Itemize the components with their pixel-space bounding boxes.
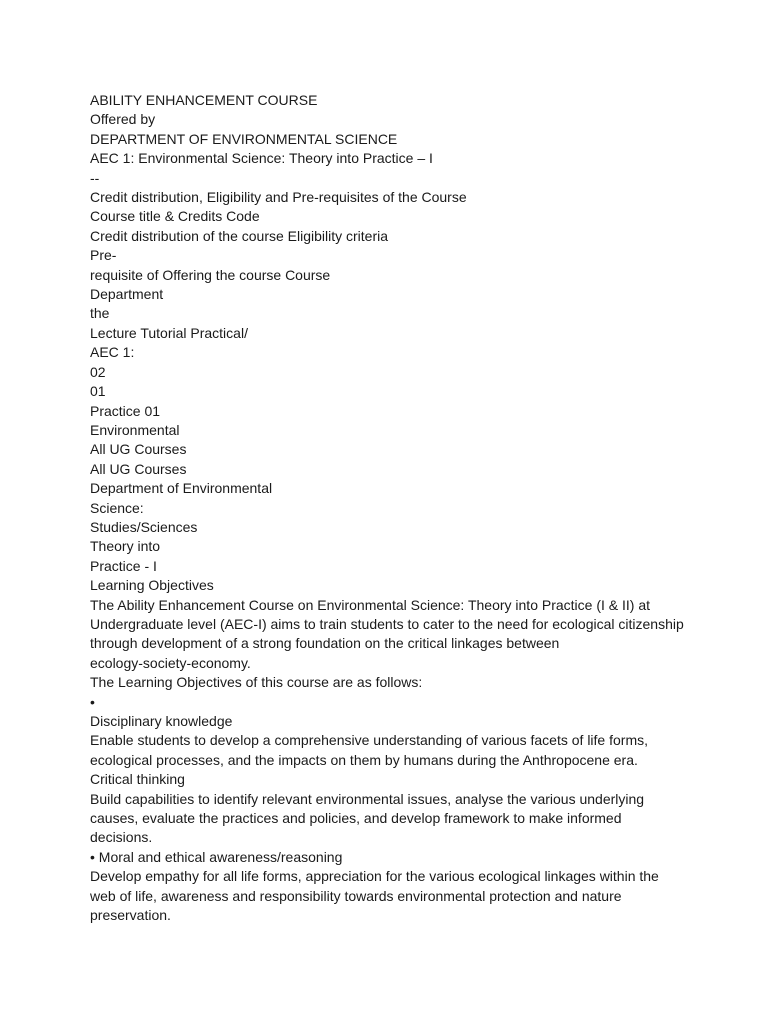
- paragraph-line: web of life, awareness and responsibility towards environmental protection and nature: [90, 887, 622, 904]
- table-cell-text: Department of Environmental: [90, 480, 273, 497]
- paragraph-line: Enable students to develop a comprehensive understanding of various facets of life forms,: [90, 732, 648, 749]
- learning-objectives-heading: Learning Objectives: [90, 577, 214, 594]
- offered-by-label: Offered by: [90, 111, 156, 128]
- objective-title: Critical thinking: [90, 771, 185, 788]
- document-page: [90, 91, 690, 925]
- bullet-marker: •: [90, 693, 95, 710]
- course-title: AEC 1: Environmental Science: Theory into Practice – I: [90, 150, 433, 167]
- table-header-text: Course title & Credits Code: [90, 208, 260, 225]
- paragraph-line: decisions.: [90, 829, 153, 846]
- table-cell-text: Practice - I: [90, 557, 157, 574]
- table-header-text: Department: [90, 286, 164, 303]
- course-category-heading: ABILITY ENHANCEMENT COURSE: [90, 92, 318, 108]
- table-cell-text: Practice 01: [90, 402, 161, 419]
- table-cell-text: Theory into: [90, 538, 161, 555]
- objectives-intro-line: The Learning Objectives of this course are as follows:: [90, 674, 423, 691]
- paragraph-line: causes, evaluate the practices and policies, and develop framework to make informed: [90, 810, 622, 827]
- table-cell-text: All UG Courses: [90, 441, 187, 458]
- table-header-text: the: [90, 305, 110, 322]
- table-header-text: Lecture Tutorial Practical/: [90, 324, 248, 341]
- table-header-text: Credit distribution of the course Eligibility criteria: [90, 227, 389, 244]
- table-header-text: Pre-: [90, 247, 117, 264]
- paragraph-line: Build capabilities to identify relevant environmental issues, analyse the various underlying: [90, 790, 645, 807]
- paragraph-line: through development of a strong foundation on the critical linkages between: [90, 635, 560, 652]
- table-header-text: requisite of Offering the course Course: [90, 266, 331, 283]
- table-cell-text: AEC 1:: [90, 344, 135, 361]
- paragraph-line: Develop empathy for all life forms, appreciation for the various ecological linkages within the: [90, 868, 659, 885]
- objective-title: • Moral and ethical awareness/reasoning: [90, 848, 343, 865]
- table-cell-text: 01: [90, 383, 106, 400]
- objective-title: Disciplinary knowledge: [90, 713, 233, 729]
- table-cell-text: Studies/Sciences: [90, 518, 198, 535]
- table-cell-text: Environmental: [90, 421, 180, 438]
- paragraph-line: ecological processes, and the impacts on them by humans during the Anthropocene era.: [90, 751, 638, 768]
- department-heading: DEPARTMENT OF ENVIRONMENTAL SCIENCE: [90, 130, 398, 147]
- separator-text: --: [90, 169, 100, 186]
- paragraph-line: ecology-society-economy.: [90, 654, 251, 671]
- table-cell-text: 02: [90, 363, 106, 380]
- table-cell-text: All UG Courses: [90, 460, 187, 477]
- paragraph-line: The Ability Enhancement Course on Environmental Science: Theory into Practice (I & II) at: [90, 596, 651, 613]
- credit-section-heading: Credit distribution, Eligibility and Pre-requisites of the Course: [90, 189, 467, 206]
- paragraph-line: preservation.: [90, 907, 171, 924]
- table-cell-text: Science:: [90, 499, 144, 516]
- paragraph-line: Undergraduate level (AEC-I) aims to train students to cater to the need for ecological citizenship: [90, 615, 684, 632]
